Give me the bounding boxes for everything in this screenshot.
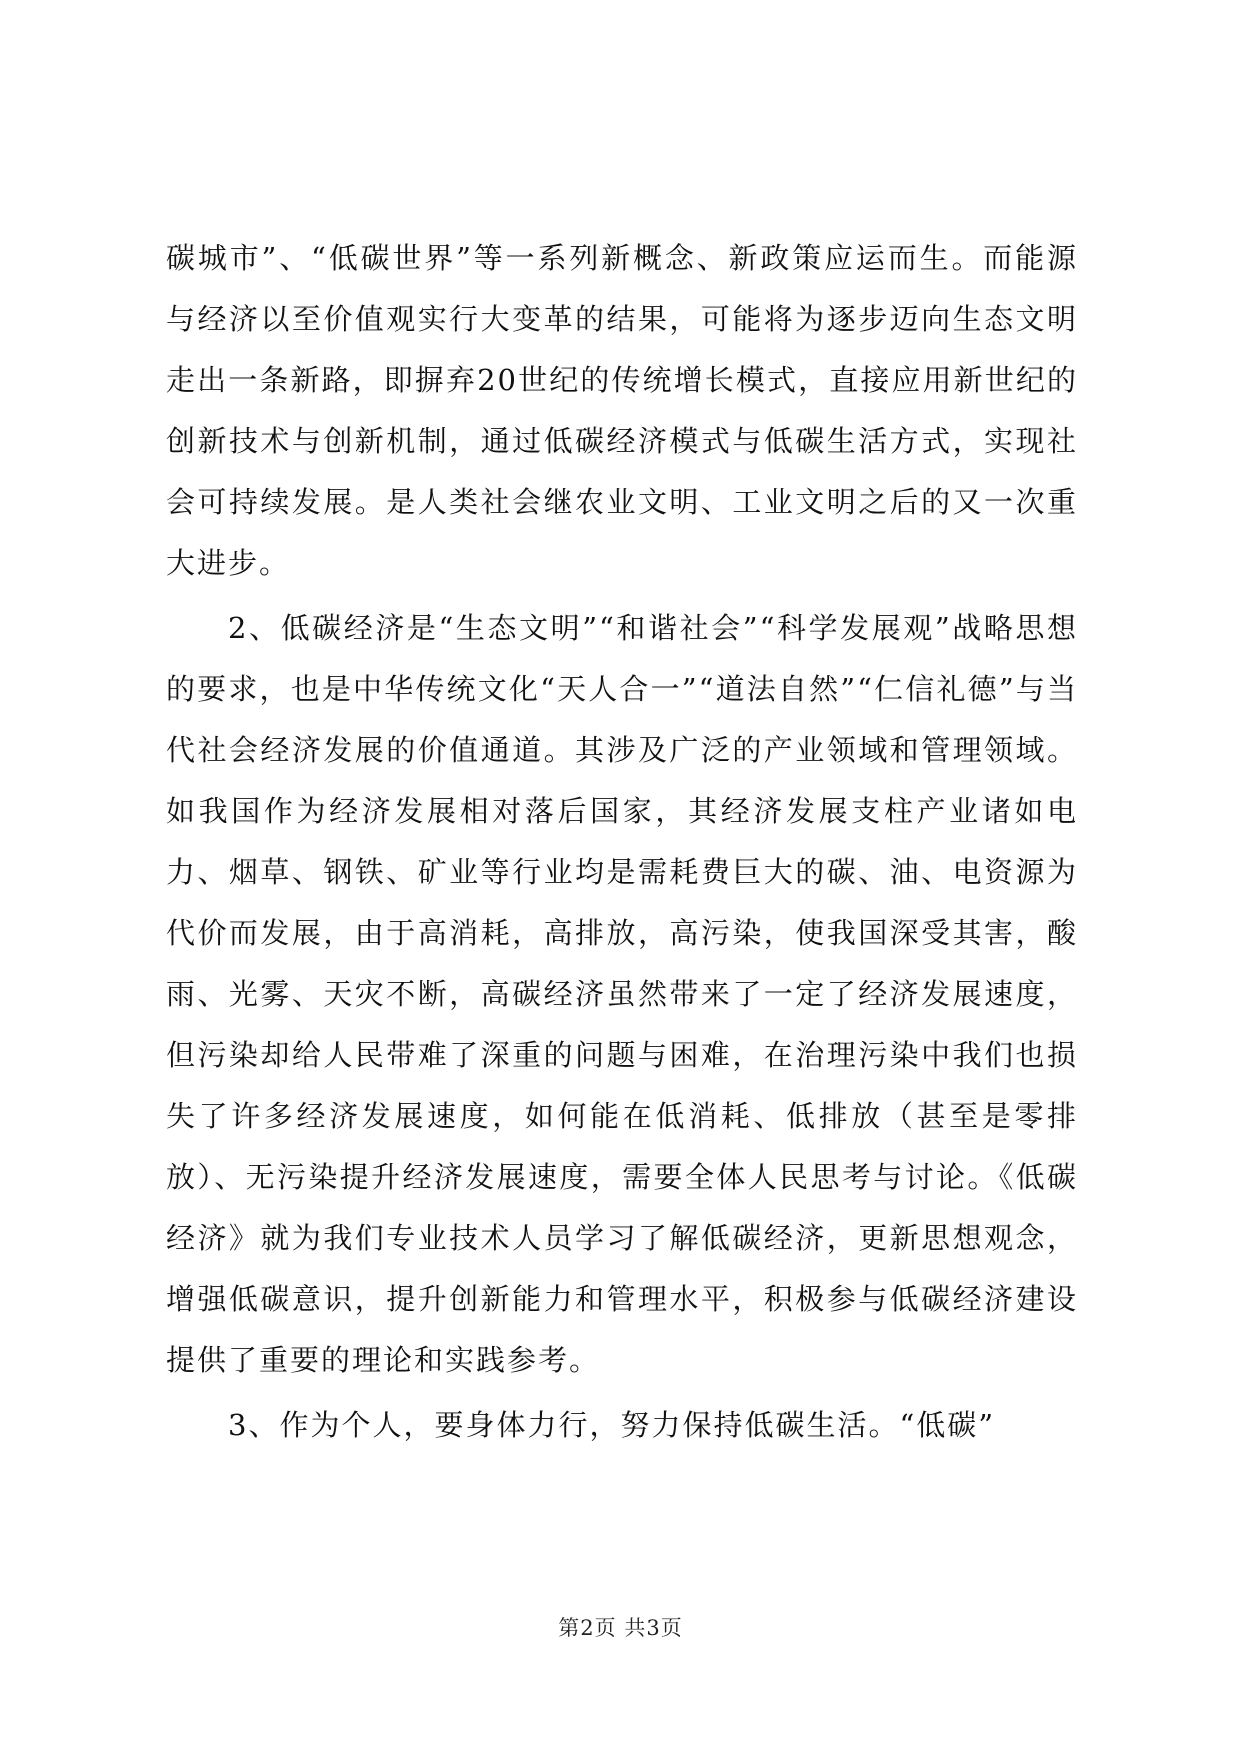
page-number-footer: 第2页 共3页	[558, 1616, 683, 1640]
document-body	[166, 228, 1078, 1456]
paragraph-point-3: 3、作为个人，要身体力行，努力保持低碳生活。“低碳”	[228, 1408, 996, 1442]
paragraph-point-2: 2、低碳经济是“生态文明”“和谐社会”“科学发展观”战略思想的要求，也是中华传统文化“天人合一”“道法自然”“仁信礼德”与当代社会经济发展的价值通道。其涉及广泛的产业领域和管理领域。如我国作为经济发展相对落后国家，其经济发展支柱产业诸如电力、烟草、钢铁、矿业等行业均是需耗费巨大的碳、油、电资源为代价而发展，由于高消耗，高排放，高污染，使我国深受其害，酸雨、光雾、天灾不断，高碳经济虽然带来了一定了经济发展速度，但污染却给人民带难了深重的问题与困难，在治理污染中我们也损失了许多经济发展速度，如何能在低消耗、低排放（甚至是零排放）、无污染提升经济发展速度，需要全体人民思考与讨论。《低碳经济》就为我们专业技术人员学习了解低碳经济，更新思想观念，增强低碳意识，提升创新能力和管理水平，积极参与低碳经济建设提供了重要的理论和实践参考。	[166, 611, 1078, 1377]
paragraph-continuation: 碳城市”、“低碳世界”等一系列新概念、新政策应运而生。而能源与经济以至价值观实行大变革的结果，可能将为逐步迈向生态文明走出一条新路，即摒弃20世纪的传统增长模式，直接应用新世纪的创新技术与创新机制，通过低碳经济模式与低碳生活方式，实现社会可持续发展。是人类社会继农业文明、工业文明之后的又一次重大进步。	[166, 241, 1078, 580]
